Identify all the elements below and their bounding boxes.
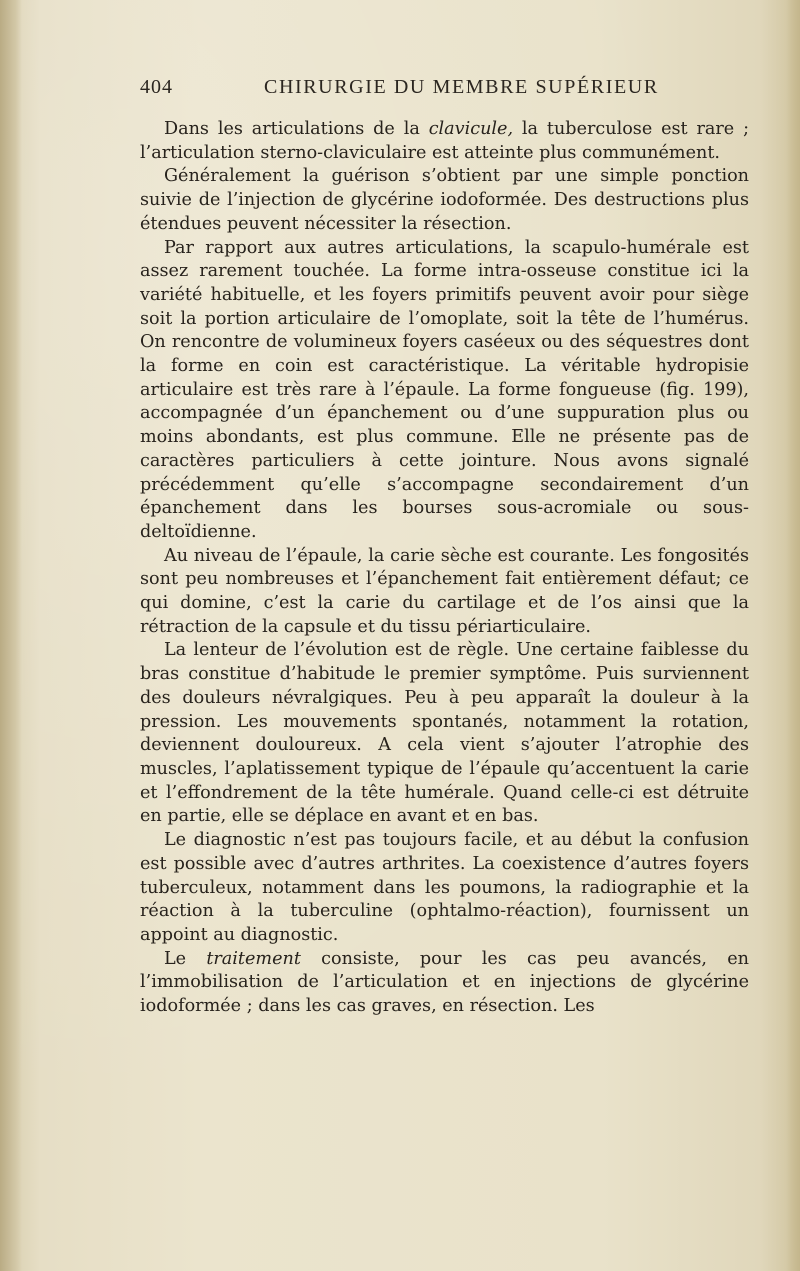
paragraph-text: consiste, pour les cas peu avancés, en l’immobilisation de l’articulation et en injections de glycérine iodoformée ; dans les cas graves, en résection. Les [140,948,749,1017]
paragraph-text: Le [164,948,207,969]
paragraph-guerison: Généralement la guérison s’obtient par une simple ponction suivie de l’injection de glycérine iodoformée. Des destructions plus étendues peuvent nécessiter la résection. [140,166,749,234]
running-head [140,72,750,102]
paragraph-text: la tuberculose est rare ; l’articulation sterno-claviculaire est atteinte plus communément. [140,119,749,163]
emphasis-clavicule: clavicule, [428,119,514,139]
paragraph-carie-seche: Au niveau de l’épaule, la carie sèche est courante. Les fongosités sont peu nombreuses et l’épanchement fait entièrement défaut; ce qui domine, c’est la carie du cartilage et de l’os ainsi que la rétraction de la capsule et du tissu périarticulaire. [140,545,749,637]
emphasis-traitement: traitement [206,948,301,969]
paragraph-evolution: La lenteur de l’évolution est de règle. Une certaine faiblesse du bras constitue d’habitude le premier symptôme. Puis surviennent des douleurs névralgiques. Peu à peu apparaît la douleur à la pression. Les mouvements spontanés, notamment la rotation, deviennent douloureux. A cela vient s’ajouter l’atrophie des muscles, l’aplatissement typique de l’épaule qu’accentuent la carie et l’effondrement de la tête humérale. Quand celle-ci est détruite en partie, elle se déplace en avant et en bas. [140,640,749,827]
body-text [140,118,749,1019]
paragraph-diagnostic: Le diagnostic n’est pas toujours facile, et au début la confusion est possible avec d’autres arthrites. La coexistence d’autres foyers tuberculeux, notamment dans les poumons, la radiographie et la réaction à la tuberculine (ophtalmo-réaction), fournissent un appoint au diagnostic. [140,830,749,945]
binding-gutter [0,0,22,1271]
page-number: 404 [140,76,173,98]
paragraph-text: Dans les articulations de la [164,119,429,139]
page-edge [786,0,800,1271]
paragraph-traitement [140,948,749,1019]
paragraph-clavicule [140,118,749,165]
running-title: CHIRURGIE DU MEMBRE SUPÉRIEUR [264,76,659,98]
paragraph-scapulo-humerale: Par rapport aux autres articulations, la scapulo-humérale est assez rarement touchée. La forme intra-osseuse constitue ici la variété habituelle, et les foyers primitifs peuvent avoir pour siège soit la portion articulaire de l’omoplate, soit la tête de l’humérus. On rencontre de volumineux foyers caséeux ou des séquestres dont la forme en coin est caractéristique. La véritable hydropisie articulaire est très rare à l’épaule. La forme fongueuse (fig. 199), accompagnée d’un épanchement ou d’une suppuration plus ou moins abondants, est plus commune. Elle ne présente pas de caractères particuliers à cette jointure. Nous avons signalé précédemment qu’elle s’accompagne secondairement d’un épanchement dans les bourses sous-acromiale ou sous-deltoïdienne. [140,237,749,542]
